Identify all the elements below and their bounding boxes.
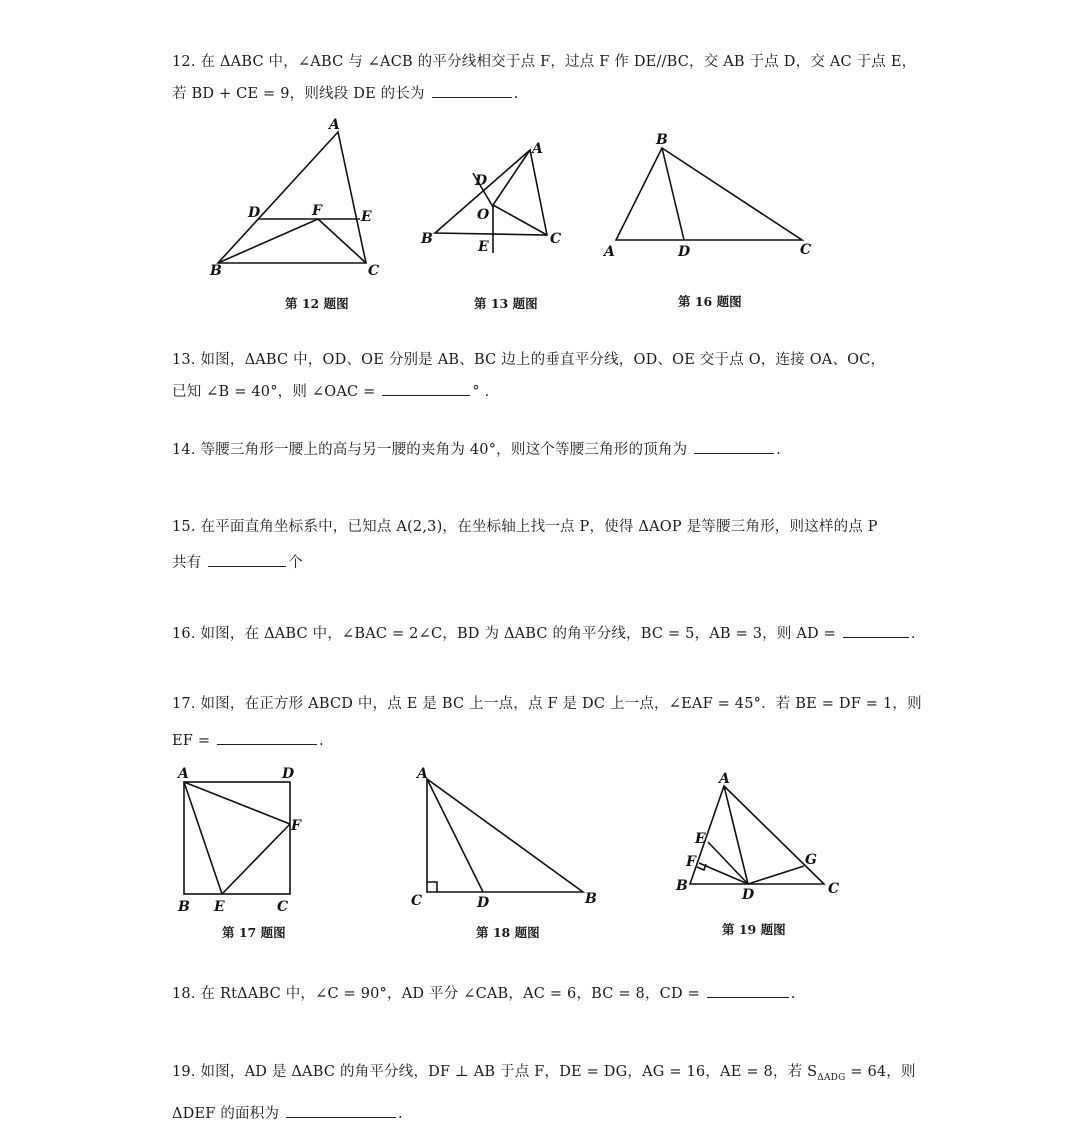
fig16-label-c: C xyxy=(800,242,812,258)
question-13-text: 已知 ∠B = 40°，则 ∠OAC = xyxy=(172,384,376,400)
question-19-line2 xyxy=(172,1102,403,1123)
question-15-end: 个 xyxy=(288,555,303,571)
fig16-segment-bd xyxy=(662,148,684,240)
figure-12 xyxy=(200,115,390,280)
fig13-label-e: E xyxy=(478,239,489,255)
question-12-line1: 12. 在 ΔABC 中，∠ABC 与 ∠ACB 的平分线相交于点 F，过点 F 作 DE//BC，交 AB 于点 D，交 AC 于点 E， xyxy=(172,54,917,70)
figure-17 xyxy=(172,762,322,917)
answer-blank-17[interactable] xyxy=(217,730,317,745)
question-19-subscript: ΔADG xyxy=(817,1072,846,1083)
question-15-line1: 15. 在平面直角坐标系中，已知点 A(2,3)，在坐标轴上找一点 P，使得 ΔAOP 是等腰三角形，则这样的点 P xyxy=(172,519,878,535)
fig17-label-b: B xyxy=(178,899,190,915)
fig19-segment-df xyxy=(699,863,748,884)
caption-fig17: 第 17 题图 xyxy=(222,925,286,940)
question-17-line1: 17. 如图，在正方形 ABCD 中，点 E 是 BC 上一点，点 F 是 DC 上一点，∠EAF = 45°．若 BE = DF = 1，则 xyxy=(172,696,922,712)
fig19-label-e: E xyxy=(695,831,706,847)
fig16-label-b: B xyxy=(656,132,668,148)
fig13-label-d: D xyxy=(475,173,488,189)
question-17-text: EF = xyxy=(172,733,211,749)
question-12-end: . xyxy=(513,86,519,102)
fig13-label-a: A xyxy=(532,141,543,157)
fig12-label-c: C xyxy=(368,263,380,279)
fig18-triangle-abc xyxy=(427,779,583,892)
question-16-line1 xyxy=(172,622,916,643)
question-19-line1 xyxy=(172,1060,916,1083)
question-19-text: 19. 如图，AD 是 ΔABC 的角平分线，DF ⊥ AB 于点 F，DE = DG，AG = 16，AE = 8，若 S xyxy=(172,1064,818,1080)
answer-blank-13[interactable] xyxy=(382,381,470,396)
answer-blank-19[interactable] xyxy=(286,1103,396,1118)
fig17-label-f: F xyxy=(291,818,301,834)
question-16-end: . xyxy=(910,626,916,642)
question-19-text2: ΔDEF 的面积为 xyxy=(172,1106,280,1122)
caption-fig12: 第 12 题图 xyxy=(285,296,349,311)
fig16-triangle-abc xyxy=(616,148,802,240)
fig12-label-b: B xyxy=(210,263,222,279)
fig17-square-abcd xyxy=(184,782,290,894)
fig17-label-d: D xyxy=(282,766,295,782)
fig17-label-e: E xyxy=(214,899,225,915)
fig17-label-a: A xyxy=(178,766,189,782)
question-15-text: 共有 xyxy=(172,555,202,571)
question-13-line2 xyxy=(172,380,489,401)
fig19-label-a: A xyxy=(719,771,730,787)
fig19-label-c: C xyxy=(828,881,840,897)
fig13-label-o: O xyxy=(477,207,490,223)
question-14-line1 xyxy=(172,438,781,459)
fig13-label-b: B xyxy=(421,231,433,247)
fig18-segment-ad xyxy=(427,779,483,892)
question-17-line2 xyxy=(172,730,324,749)
question-19-end: . xyxy=(397,1106,403,1122)
fig18-right-angle-mark xyxy=(427,882,437,892)
question-13-end: ° . xyxy=(472,384,490,400)
question-15-line2 xyxy=(172,551,303,572)
question-14-text: 14. 等腰三角形一腰上的高与另一腰的夹角为 40°，则这个等腰三角形的顶角为 xyxy=(172,442,688,458)
question-17-end: . xyxy=(319,733,324,749)
fig18-label-b: B xyxy=(585,891,597,907)
question-16-text: 16. 如图，在 ΔABC 中，∠BAC = 2∠C，BD 为 ΔABC 的角平分线，BC = 5，AB = 3，则 AD = xyxy=(172,626,837,642)
fig12-label-e: E xyxy=(361,209,372,225)
fig19-segment-ad xyxy=(724,786,748,884)
fig16-label-d: D xyxy=(678,244,691,260)
fig13-label-c: C xyxy=(550,231,562,247)
caption-fig13: 第 13 题图 xyxy=(474,296,538,311)
fig13-triangle-abc xyxy=(435,150,547,235)
fig17-segment-af xyxy=(184,782,290,824)
fig17-segment-ae xyxy=(184,782,222,894)
question-14-end: . xyxy=(776,442,781,458)
figure-13 xyxy=(415,135,575,260)
fig19-label-f: F xyxy=(686,854,696,870)
fig12-label-d: D xyxy=(248,205,261,221)
question-18-text: 18. 在 RtΔABC 中，∠C = 90°，AD 平分 ∠CAB，AC = 6，BC = 8，CD = xyxy=(172,986,700,1002)
answer-blank-12[interactable] xyxy=(432,83,512,98)
fig19-label-b: B xyxy=(676,878,688,894)
fig19-label-d: D xyxy=(742,887,755,903)
fig18-label-a: A xyxy=(417,766,428,782)
caption-fig19: 第 19 题图 xyxy=(722,922,786,937)
figure-19 xyxy=(672,768,847,908)
answer-blank-14[interactable] xyxy=(694,439,774,454)
question-12-text: 若 BD + CE = 9，则线段 DE 的长为 xyxy=(172,86,425,102)
question-19-text-rest: = 64，则 xyxy=(850,1064,916,1080)
fig16-label-a: A xyxy=(604,244,615,260)
fig18-label-d: D xyxy=(477,895,490,911)
fig19-label-g: G xyxy=(805,852,817,868)
answer-blank-18[interactable] xyxy=(707,983,789,998)
fig13-segment-oc xyxy=(493,205,547,235)
fig12-label-f: F xyxy=(312,203,322,219)
fig17-label-c: C xyxy=(277,899,289,915)
fig19-segment-dg xyxy=(748,866,804,884)
fig12-segment-bf xyxy=(218,219,318,263)
question-12-line2 xyxy=(172,82,518,103)
question-18-end: . xyxy=(790,986,796,1002)
question-13-line1: 13. 如图，ΔABC 中，OD、OE 分别是 AB、BC 边上的垂直平分线，OD、OE 交于点 O，连接 OA、OC， xyxy=(172,352,886,368)
fig17-segment-ef xyxy=(222,824,290,894)
fig19-segment-de xyxy=(708,842,748,884)
answer-blank-16[interactable] xyxy=(843,623,909,638)
figure-16 xyxy=(600,128,820,268)
fig12-label-a: A xyxy=(329,117,340,133)
figure-18 xyxy=(405,762,605,912)
caption-fig18: 第 18 题图 xyxy=(476,925,540,940)
question-18-line1 xyxy=(172,982,796,1003)
fig19-triangle-abc xyxy=(690,786,824,884)
caption-fig16: 第 16 题图 xyxy=(678,294,742,309)
answer-blank-15[interactable] xyxy=(208,552,286,567)
fig18-label-c: C xyxy=(411,893,423,909)
